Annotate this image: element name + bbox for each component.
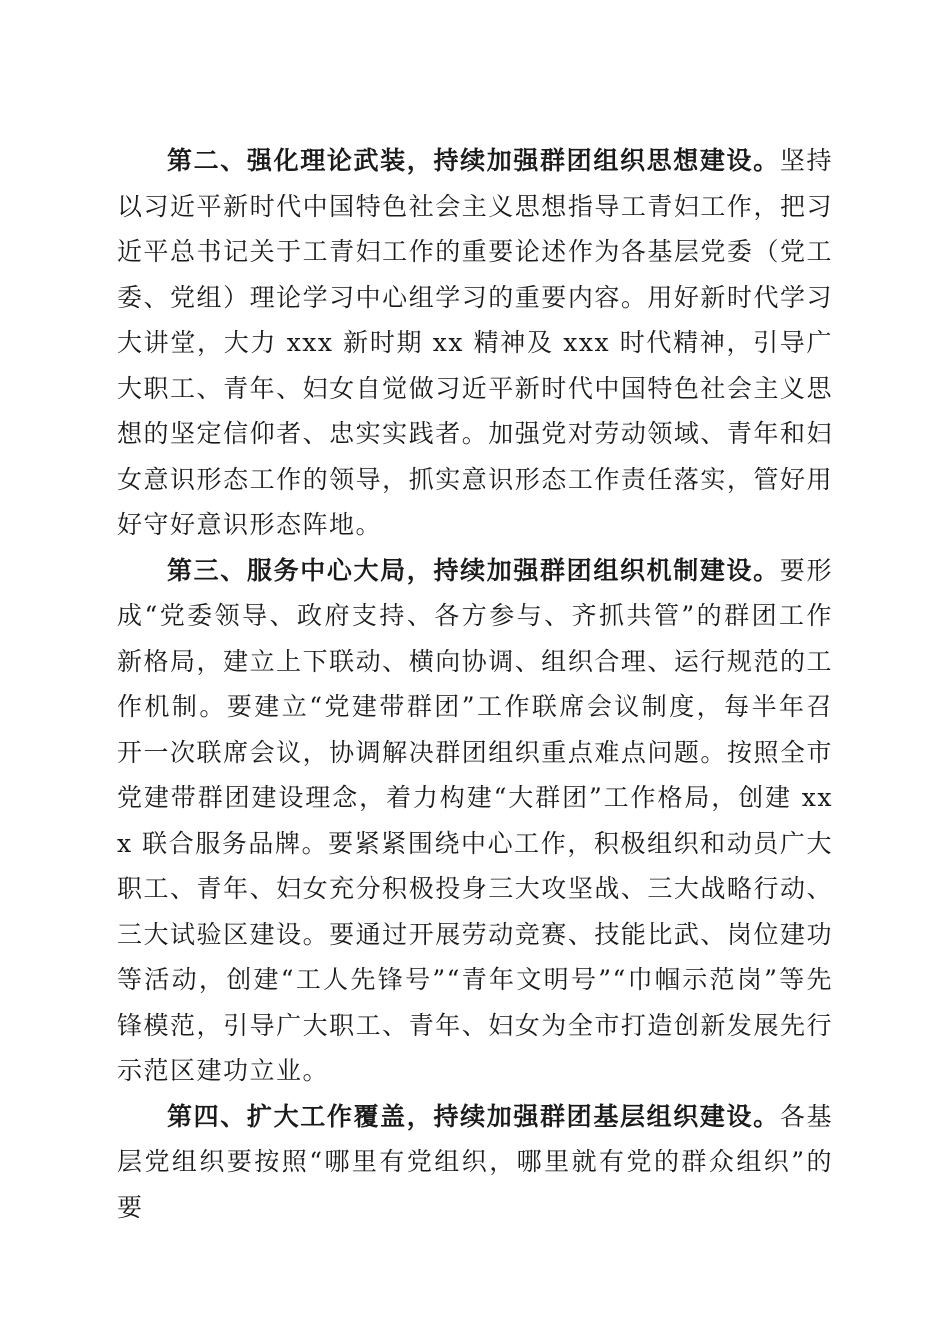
paragraph-grassroots — [117, 1094, 833, 1231]
paragraph-heading: 第四、扩大工作覆盖，持续加强群团基层组织建设。 — [167, 1101, 780, 1131]
paragraph-text: 坚持以习近平新时代中国特色社会主义思想指导工青妇工作，把习近平总书记关于工青妇工作的重要论述作为各基层党委（党工委、党组）理论学习中心组学习的重要内容。用好新时代学习大讲堂，大力 xxx 新时期 xx 精神及 xxx 时代精神，引导广大职工、青年、妇女自觉做习近平新时代中国特色社会主义思想的坚定信仰者、忠实实践者。加强党对劳动领域、青年和妇女意识形态工作的领导，抓实意识形态工作责任落实，管好用好守好意识形态阵地。 — [117, 146, 833, 539]
document-body — [117, 138, 833, 1230]
paragraph-text: 要形成“党委领导、政府支持、各方参与、齐抓共管”的群团工作新格局，建立上下联动、横向协调、组织合理、运行规范的工作机制。要建立“党建带群团”工作联席会议制度，每半年召开一次联席会议，协调解决群团组织重点难点问题。按照全市党建带群团建设理念，着力构建“大群团”工作格局，创建 xxx 联合服务品牌。要紧紧围绕中心工作，积极组织和动员广大职工、青年、妇女充分积极投身三大攻坚战、三大战略行动、三大试验区建设。要通过开展劳动竞赛、技能比武、岗位建功等活动，创建“工人先锋号”“青年文明号”“巾帼示范岗”等先锋模范，引导广大职工、青年、妇女为全市打造创新发展先行示范区建功立业。 — [117, 555, 833, 1085]
paragraph-heading: 第三、服务中心大局，持续加强群团组织机制建设。 — [167, 555, 780, 585]
paragraph-mechanism — [117, 548, 833, 1094]
paragraph-heading: 第二、强化理论武装，持续加强群团组织思想建设。 — [167, 146, 780, 175]
paragraph-ideology — [117, 138, 833, 548]
paragraph-text: 各基层党组织要按照“哪里有党组织，哪里就有党的群众组织”的要 — [117, 1101, 833, 1222]
